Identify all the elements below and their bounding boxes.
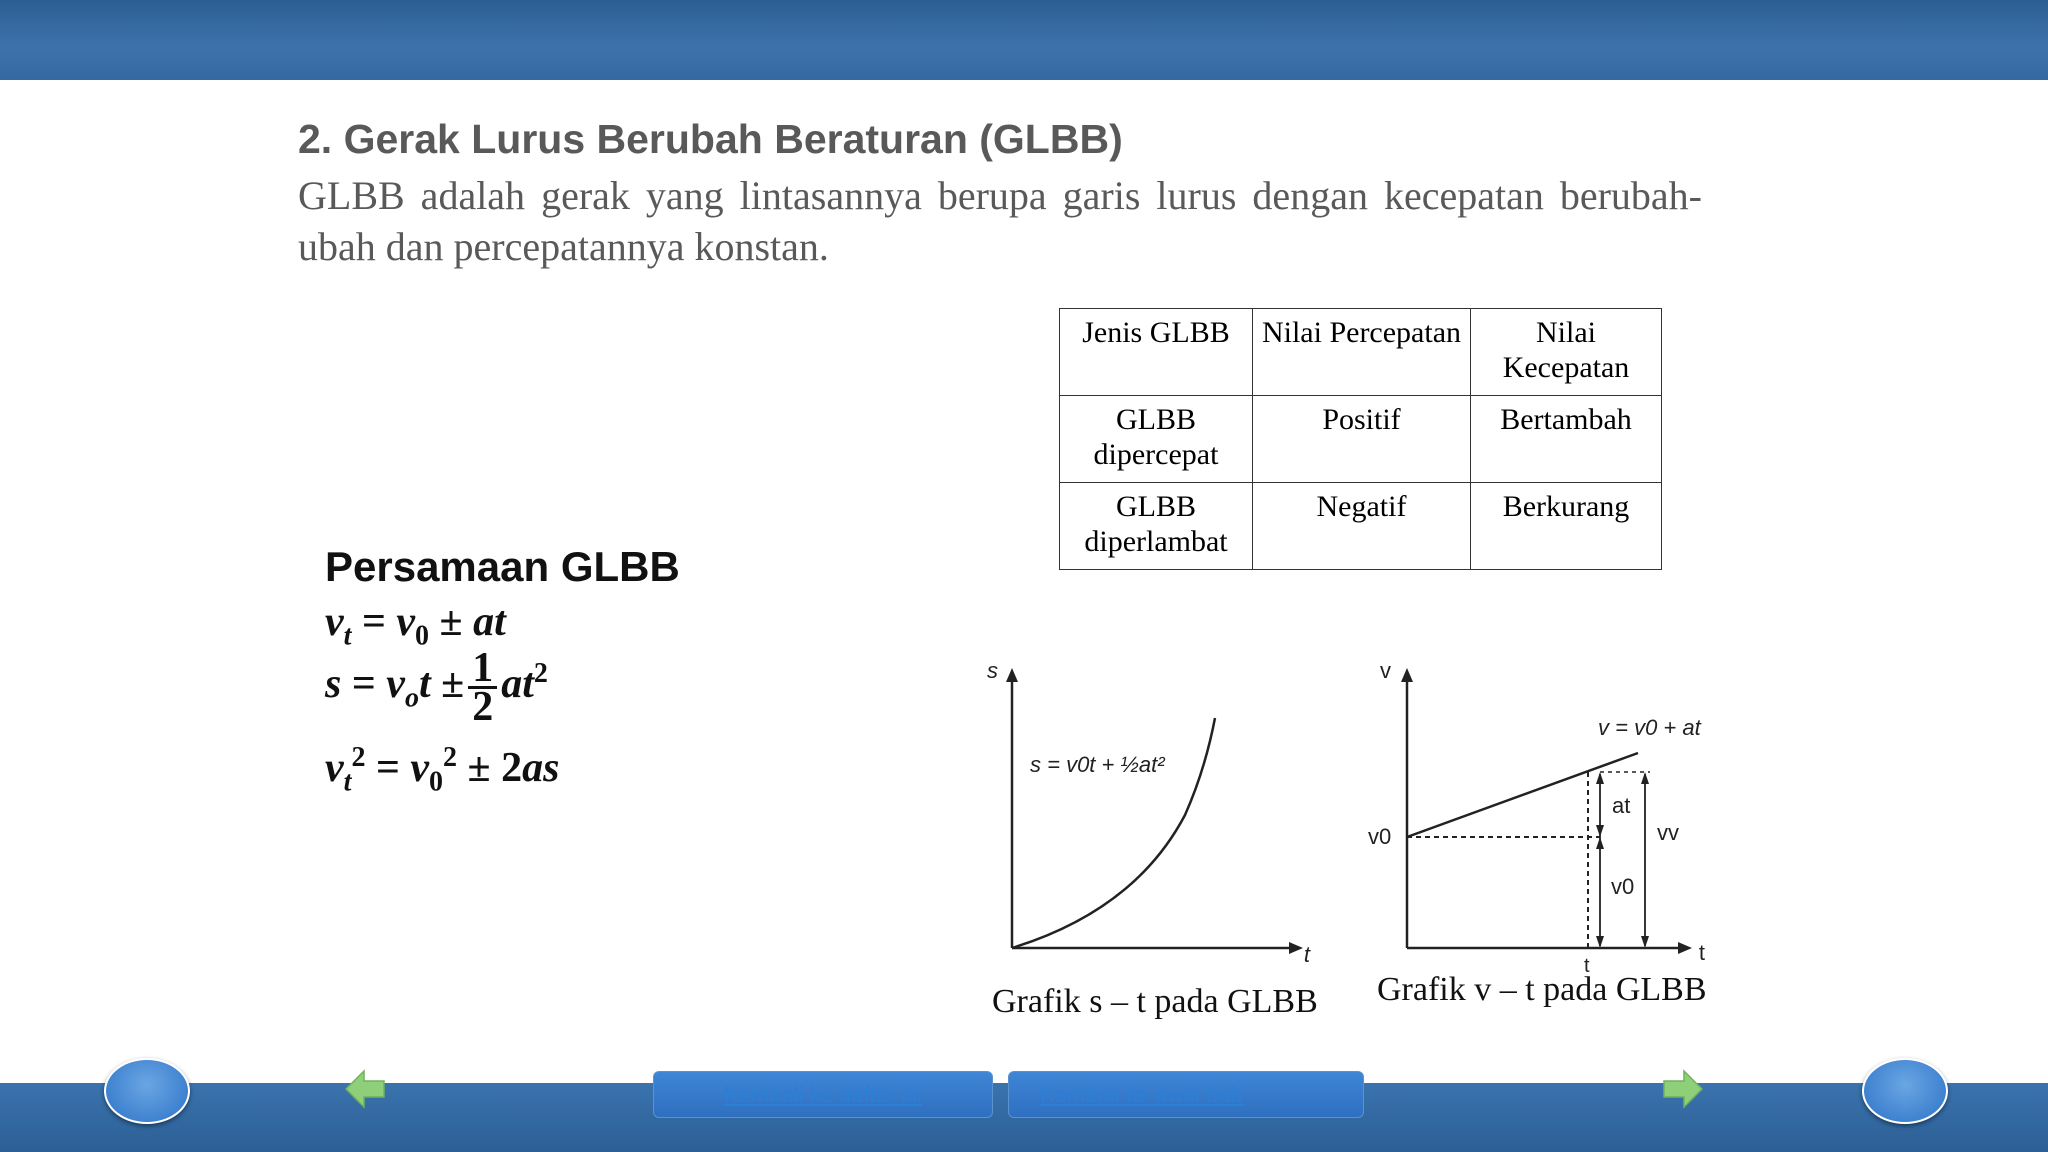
toc-link[interactable]: Kembali ke daftar isi — [723, 1082, 923, 1107]
v0-inner-label: v0 — [1611, 874, 1635, 899]
equations-title: Persamaan GLBB — [325, 543, 680, 590]
page-title: 2. Gerak Lurus Berubah Beraturan (GLBB) — [298, 116, 1123, 162]
at-label: at — [1612, 793, 1631, 818]
toc-button[interactable] — [653, 1071, 993, 1118]
table-cell: GLBB diperlambat — [1060, 483, 1253, 570]
arrow-down-icon — [1596, 825, 1604, 837]
y-axis-label: v — [1380, 660, 1391, 683]
caption-s-t: Grafik s – t pada GLBB — [992, 983, 1318, 1020]
arrow-up-icon — [1596, 837, 1604, 849]
equation-velocity: $v_t = v_0$ ± at — [325, 599, 506, 652]
equation-velocity-squared: $v_t^2 = v_0^2 \pm 2as$ — [325, 742, 560, 798]
x-axis-arrow-icon — [1289, 942, 1303, 954]
table-header-cell: Nilai Percepatan — [1253, 309, 1471, 396]
formula-label: v = v0 + at — [1598, 715, 1701, 740]
y-axis-arrow-icon — [1401, 668, 1413, 682]
arrow-left-icon[interactable] — [344, 1069, 386, 1109]
table-cell: Berkurang — [1471, 483, 1662, 570]
chapter-link[interactable]: Kembali ke awal bab — [1040, 1082, 1244, 1107]
x-axis-label: t — [1303, 942, 1310, 967]
arrow-down-icon — [1641, 936, 1649, 948]
formula-label: s = v0t + ½at² — [1030, 752, 1165, 777]
table-cell: GLBB dipercepat — [1060, 396, 1253, 483]
table-cell: Bertambah — [1471, 396, 1662, 483]
chapter-button[interactable] — [1008, 1071, 1364, 1118]
v0-axis-label: v0 — [1368, 824, 1392, 849]
graph-s-t — [975, 660, 1315, 970]
table-row — [1060, 396, 1662, 483]
table-cell: Positif — [1253, 396, 1471, 483]
caption-v-t: Grafik v – t pada GLBB — [1377, 971, 1707, 1008]
equation-displacement: $s = v_ot$ ± $\frac{1}{2}$ $at^2$ — [325, 645, 548, 730]
y-axis-label: s — [987, 660, 998, 683]
x-axis-label: t — [1698, 940, 1705, 965]
table-header-row — [1060, 309, 1662, 396]
arrow-right-icon[interactable] — [1662, 1069, 1704, 1109]
table-row — [1060, 483, 1662, 570]
nav-circle-right[interactable] — [1862, 1058, 1948, 1124]
arrow-up-icon — [1641, 772, 1649, 784]
table-header-cell: Nilai Kecepatan — [1471, 309, 1662, 396]
table-header-cell: Jenis GLBB — [1060, 309, 1253, 396]
x-axis-arrow-icon — [1678, 942, 1692, 954]
t-label: t — [1584, 955, 1590, 977]
header-bar — [0, 0, 2048, 80]
velocity-line — [1407, 753, 1638, 837]
y-axis-arrow-icon — [1006, 668, 1018, 682]
nav-circle-left[interactable] — [104, 1058, 190, 1124]
arrow-up-icon — [1596, 772, 1604, 784]
table-cell: Negatif — [1253, 483, 1471, 570]
graph-v-t — [1360, 660, 1760, 980]
glbb-table — [1059, 308, 1662, 570]
vv-label: vv — [1657, 820, 1679, 845]
description-text: GLBB adalah gerak yang lintasannya berupa garis lurus dengan kecepatan berubah-ubah dan percepatannya konstan. — [298, 173, 1702, 269]
arrow-down-icon — [1596, 936, 1604, 948]
